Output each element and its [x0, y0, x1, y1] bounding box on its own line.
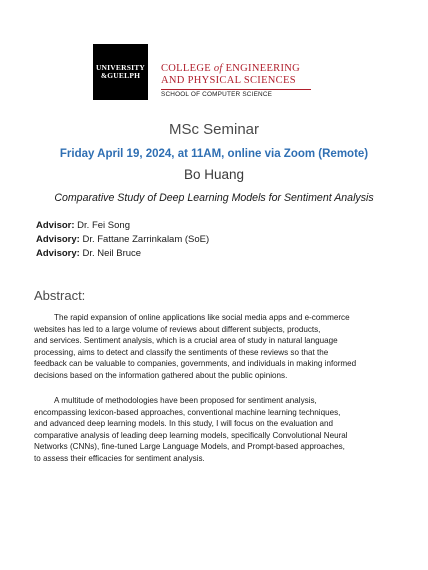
paragraph-line: feedback can be valuable to companies, governments, and individuals in making informed: [34, 359, 357, 369]
paragraph-line: and advanced deep learning models. In this study, I will focus on the evaluation and: [34, 419, 334, 429]
advisor-row: [36, 219, 209, 233]
logo-line: &GUELPH: [100, 71, 141, 80]
university-logo: [93, 44, 148, 100]
college-word-of: of: [213, 63, 223, 74]
advisor-label: Advisor:: [36, 220, 75, 231]
paragraph-line: Networks (CNNs), fine-tuned Large Language Models, and Prompt-based approaches,: [34, 442, 345, 452]
paragraph-line: and services. Sentiment analysis, which is a crucial area of study in natural language: [34, 336, 338, 346]
abstract-paragraph-1: [34, 312, 396, 382]
college-word: COLLEGE: [161, 63, 214, 74]
college-name: [161, 63, 300, 87]
paragraph-line: encompassing lexicon-based approaches, conventional machine learning techniques,: [34, 407, 341, 417]
paragraph-line: A multitude of methodologies have been proposed for sentiment analysis,: [54, 396, 317, 405]
college-line-1: [161, 63, 300, 75]
school-name: SCHOOL OF COMPUTER SCIENCE: [161, 91, 273, 98]
advisors-list: [36, 219, 209, 261]
advisor-label: Advisory:: [36, 248, 80, 259]
header-divider: [161, 89, 311, 90]
college-line-2: AND PHYSICAL SCIENCES: [161, 75, 296, 86]
advisor-row: [36, 233, 209, 247]
paragraph-line: to assess their efficacies for sentiment analysis.: [34, 453, 205, 463]
advisor-row: [36, 247, 209, 261]
paragraph-line: websites has led to a large volume of reviews about different subjects, products,: [34, 324, 321, 334]
talk-title: Comparative Study of Deep Learning Models for Sentiment Analysis: [54, 192, 374, 204]
abstract-paragraph-2: [34, 395, 396, 465]
speaker-name: Bo Huang: [183, 167, 245, 182]
header-logo-area: [93, 44, 333, 102]
abstract-heading: Abstract:: [34, 288, 86, 303]
advisor-name: Dr. Neil Bruce: [79, 248, 142, 259]
seminar-title: MSc Seminar: [168, 121, 260, 138]
paragraph-line: decisions based on the information gathered about the public opinions.: [34, 370, 288, 380]
college-word: ENGINEERING: [222, 63, 301, 74]
advisor-label: Advisory:: [36, 234, 80, 245]
logo-line: UNIVERSITY: [95, 63, 146, 72]
paragraph-line: comparative analysis of leading deep learning models, specifically Convolutional Neural: [34, 430, 348, 440]
advisor-name: Dr. Fei Song: [74, 220, 130, 231]
paragraph-line: processing, aims to detect and classify the sentiments of these reviews so that the: [34, 347, 329, 357]
date-line: Friday April 19, 2024, at 11AM, online via Zoom (Remote): [59, 148, 369, 160]
advisor-name: Dr. Fattane Zarrinkalam (SoE): [79, 234, 210, 245]
paragraph-line: The rapid expansion of online applications like social media apps and e-commerce: [54, 313, 350, 322]
